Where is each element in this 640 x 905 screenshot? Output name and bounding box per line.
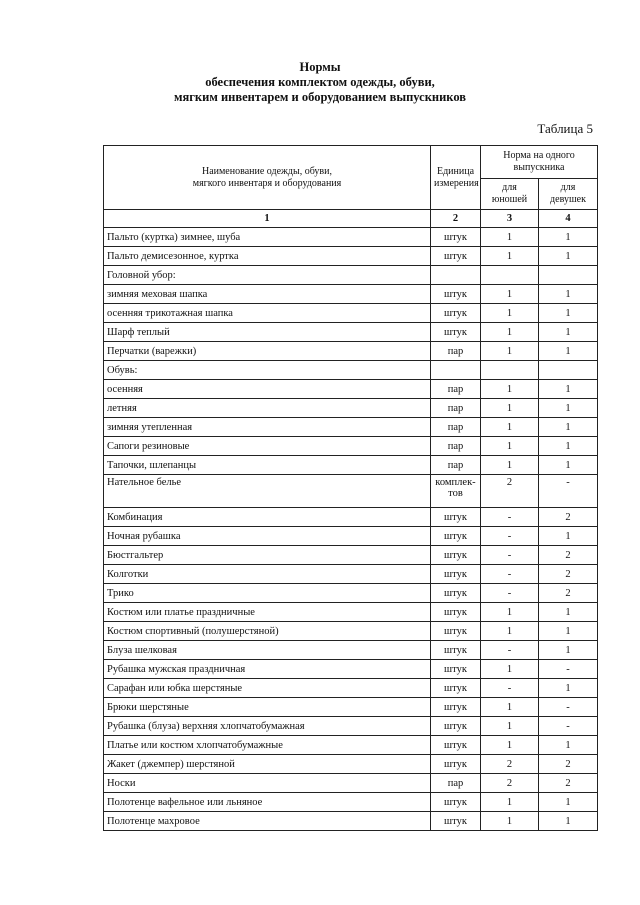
item-name-cell: Полотенце вафельное или льняное xyxy=(104,793,431,812)
girls-norm-cell: 2 xyxy=(539,508,598,527)
table-row xyxy=(104,660,598,679)
item-name-cell: Рубашка (блуза) верхняя хлопчатобумажная xyxy=(104,717,431,736)
boys-norm-cell: 1 xyxy=(481,437,539,456)
norms-table xyxy=(103,145,598,831)
girls-norm-cell xyxy=(539,361,598,380)
item-name-cell: Сарафан или юбка шерстяные xyxy=(104,679,431,698)
item-name-cell: Костюм или платье праздничные xyxy=(104,603,431,622)
unit-cell: пар xyxy=(431,456,481,475)
boys-norm-cell: 1 xyxy=(481,622,539,641)
item-name-cell: Носки xyxy=(104,774,431,793)
header-norm xyxy=(481,146,598,179)
girls-norm-cell: 1 xyxy=(539,304,598,323)
table-row xyxy=(104,679,598,698)
boys-norm-cell: 1 xyxy=(481,456,539,475)
table-row xyxy=(104,361,598,380)
unit-cell: штук xyxy=(431,584,481,603)
girls-norm-cell: 2 xyxy=(539,584,598,603)
girls-norm-cell: 2 xyxy=(539,755,598,774)
girls-norm-cell: - xyxy=(539,475,598,508)
unit-cell: пар xyxy=(431,774,481,793)
girls-norm-cell: - xyxy=(539,698,598,717)
item-name-cell: Костюм спортивный (полушерстяной) xyxy=(104,622,431,641)
unit-cell: штук xyxy=(431,508,481,527)
item-name-cell: Головной убор: xyxy=(104,266,431,285)
header-unit-line2: измерения xyxy=(434,177,479,189)
table-row xyxy=(104,584,598,603)
table-row xyxy=(104,793,598,812)
item-name-cell: Полотенце махровое xyxy=(104,812,431,831)
boys-norm-cell: 2 xyxy=(481,475,539,508)
boys-norm-cell: 1 xyxy=(481,717,539,736)
table-row xyxy=(104,603,598,622)
unit-cell: штук xyxy=(431,323,481,342)
table-row xyxy=(104,380,598,399)
item-name-cell: Колготки xyxy=(104,565,431,584)
header-item-name-line1: Наименование одежды, обуви, xyxy=(201,165,333,177)
unit-cell: комплек-тов xyxy=(431,475,481,508)
unit-cell: штук xyxy=(431,285,481,304)
item-name-cell: Пальто демисезонное, куртка xyxy=(104,247,431,266)
item-name-cell: Шарф теплый xyxy=(104,323,431,342)
unit-cell xyxy=(431,266,481,285)
boys-norm-cell: 1 xyxy=(481,603,539,622)
girls-norm-cell: 1 xyxy=(539,641,598,660)
table-body xyxy=(104,228,598,831)
unit-cell: штук xyxy=(431,812,481,831)
boys-norm-cell xyxy=(481,361,539,380)
item-name-cell: Жакет (джемпер) шерстяной xyxy=(104,755,431,774)
unit-cell: штук xyxy=(431,546,481,565)
title-line-3: мягким инвентарем и оборудованием выпускников xyxy=(173,90,467,104)
table-row xyxy=(104,399,598,418)
unit-cell: пар xyxy=(431,418,481,437)
girls-norm-cell xyxy=(539,266,598,285)
column-number: 2 xyxy=(431,210,481,228)
girls-norm-cell: 1 xyxy=(539,622,598,641)
item-name-cell: Ночная рубашка xyxy=(104,527,431,546)
document-title xyxy=(0,60,640,105)
girls-norm-cell: 1 xyxy=(539,247,598,266)
boys-norm-cell: 1 xyxy=(481,698,539,717)
unit-cell: штук xyxy=(431,679,481,698)
header-norm-line1: Норма на одного xyxy=(503,150,575,161)
item-name-cell: Рубашка мужская праздничная xyxy=(104,660,431,679)
table-row xyxy=(104,508,598,527)
header-unit-line1: Единица xyxy=(436,165,475,177)
header-girls-line2: девушек xyxy=(550,194,586,205)
boys-norm-cell: 2 xyxy=(481,774,539,793)
boys-norm-cell: 1 xyxy=(481,228,539,247)
table-row xyxy=(104,456,598,475)
table-row xyxy=(104,304,598,323)
item-name-cell: Пальто (куртка) зимнее, шуба xyxy=(104,228,431,247)
item-name-cell: Бюстгальтер xyxy=(104,546,431,565)
boys-norm-cell: 1 xyxy=(481,418,539,437)
boys-norm-cell: 1 xyxy=(481,323,539,342)
girls-norm-cell: 2 xyxy=(539,565,598,584)
item-name-cell: Платье или костюм хлопчатобумажные xyxy=(104,736,431,755)
table-row xyxy=(104,546,598,565)
unit-cell: пар xyxy=(431,437,481,456)
item-name-cell: Трико xyxy=(104,584,431,603)
table-row xyxy=(104,812,598,831)
unit-cell: штук xyxy=(431,793,481,812)
girls-norm-cell: 2 xyxy=(539,546,598,565)
unit-cell: штук xyxy=(431,736,481,755)
item-name-cell: летняя xyxy=(104,399,431,418)
table-row xyxy=(104,228,598,247)
item-name-cell: Перчатки (варежки) xyxy=(104,342,431,361)
header-boys-line1: для xyxy=(502,182,517,193)
table-row xyxy=(104,698,598,717)
boys-norm-cell: - xyxy=(481,508,539,527)
item-name-cell: Обувь: xyxy=(104,361,431,380)
column-number: 3 xyxy=(481,210,539,228)
header-item-name-line2: мягкого инвентаря и оборудования xyxy=(192,177,342,189)
item-name-cell: зимняя утепленная xyxy=(104,418,431,437)
girls-norm-cell: 1 xyxy=(539,679,598,698)
item-name-cell: Нательное белье xyxy=(104,475,431,508)
item-name-cell: Блуза шелковая xyxy=(104,641,431,660)
boys-norm-cell: 1 xyxy=(481,736,539,755)
girls-norm-cell: 1 xyxy=(539,399,598,418)
boys-norm-cell: - xyxy=(481,584,539,603)
boys-norm-cell: 1 xyxy=(481,812,539,831)
table-row xyxy=(104,622,598,641)
boys-norm-cell: 1 xyxy=(481,793,539,812)
boys-norm-cell: 1 xyxy=(481,247,539,266)
unit-cell: штук xyxy=(431,641,481,660)
girls-norm-cell: 1 xyxy=(539,323,598,342)
header-boys xyxy=(481,179,539,210)
girls-norm-cell: 1 xyxy=(539,793,598,812)
table-row xyxy=(104,565,598,584)
unit-cell: штук xyxy=(431,698,481,717)
column-number: 4 xyxy=(539,210,598,228)
girls-norm-cell: - xyxy=(539,660,598,679)
unit-cell: пар xyxy=(431,399,481,418)
boys-norm-cell: 1 xyxy=(481,285,539,304)
item-name-cell: Сапоги резиновые xyxy=(104,437,431,456)
item-name-cell: осенняя трикотажная шапка xyxy=(104,304,431,323)
boys-norm-cell: 1 xyxy=(481,342,539,361)
girls-norm-cell: 1 xyxy=(539,812,598,831)
header-girls xyxy=(539,179,598,210)
table-row xyxy=(104,736,598,755)
unit-cell: штук xyxy=(431,565,481,584)
header-girls-line1: для xyxy=(560,182,576,193)
column-number: 1 xyxy=(104,210,431,228)
boys-norm-cell: 1 xyxy=(481,304,539,323)
unit-cell: пар xyxy=(431,342,481,361)
unit-cell: штук xyxy=(431,755,481,774)
table-row xyxy=(104,437,598,456)
unit-cell: пар xyxy=(431,380,481,399)
item-name-cell: Тапочки, шлепанцы xyxy=(104,456,431,475)
boys-norm-cell xyxy=(481,266,539,285)
boys-norm-cell: - xyxy=(481,546,539,565)
item-name-cell: Комбинация xyxy=(104,508,431,527)
boys-norm-cell: - xyxy=(481,679,539,698)
girls-norm-cell: 1 xyxy=(539,418,598,437)
boys-norm-cell: - xyxy=(481,641,539,660)
unit-cell xyxy=(431,361,481,380)
unit-cell: штук xyxy=(431,228,481,247)
column-number-row xyxy=(104,210,598,228)
header-norm-line2: выпускника xyxy=(513,162,565,173)
boys-norm-cell: 1 xyxy=(481,399,539,418)
item-name-cell: Брюки шерстяные xyxy=(104,698,431,717)
table-row xyxy=(104,527,598,546)
unit-cell: штук xyxy=(431,660,481,679)
item-name-cell: зимняя меховая шапка xyxy=(104,285,431,304)
title-line-2: обеспечения комплектом одежды, обуви, xyxy=(205,75,435,89)
header-boys-line2: юношей xyxy=(491,194,528,205)
boys-norm-cell: - xyxy=(481,565,539,584)
boys-norm-cell: 2 xyxy=(481,755,539,774)
table-row xyxy=(104,717,598,736)
item-name-cell: осенняя xyxy=(104,380,431,399)
girls-norm-cell: 1 xyxy=(539,527,598,546)
unit-cell: штук xyxy=(431,527,481,546)
header-unit xyxy=(431,146,481,210)
table-row xyxy=(104,247,598,266)
table-row xyxy=(104,641,598,660)
table-row xyxy=(104,475,598,508)
girls-norm-cell: 1 xyxy=(539,285,598,304)
girls-norm-cell: 1 xyxy=(539,228,598,247)
table-row xyxy=(104,755,598,774)
girls-norm-cell: 1 xyxy=(539,437,598,456)
table-row xyxy=(104,323,598,342)
girls-norm-cell: 1 xyxy=(539,736,598,755)
unit-cell: штук xyxy=(431,717,481,736)
unit-cell: штук xyxy=(431,622,481,641)
table-row xyxy=(104,418,598,437)
boys-norm-cell: - xyxy=(481,527,539,546)
unit-cell: штук xyxy=(431,304,481,323)
table-row xyxy=(104,774,598,793)
boys-norm-cell: 1 xyxy=(481,380,539,399)
table-label: Таблица 5 xyxy=(537,121,593,136)
girls-norm-cell: 1 xyxy=(539,603,598,622)
title-line-1: Нормы xyxy=(299,60,341,74)
girls-norm-cell: 2 xyxy=(539,774,598,793)
boys-norm-cell: 1 xyxy=(481,660,539,679)
girls-norm-cell: 1 xyxy=(539,380,598,399)
girls-norm-cell: 1 xyxy=(539,456,598,475)
table-row xyxy=(104,285,598,304)
unit-cell: штук xyxy=(431,603,481,622)
table-row xyxy=(104,342,598,361)
header-item-name xyxy=(104,146,431,210)
girls-norm-cell: 1 xyxy=(539,342,598,361)
table-row xyxy=(104,266,598,285)
unit-cell: штук xyxy=(431,247,481,266)
girls-norm-cell: - xyxy=(539,717,598,736)
